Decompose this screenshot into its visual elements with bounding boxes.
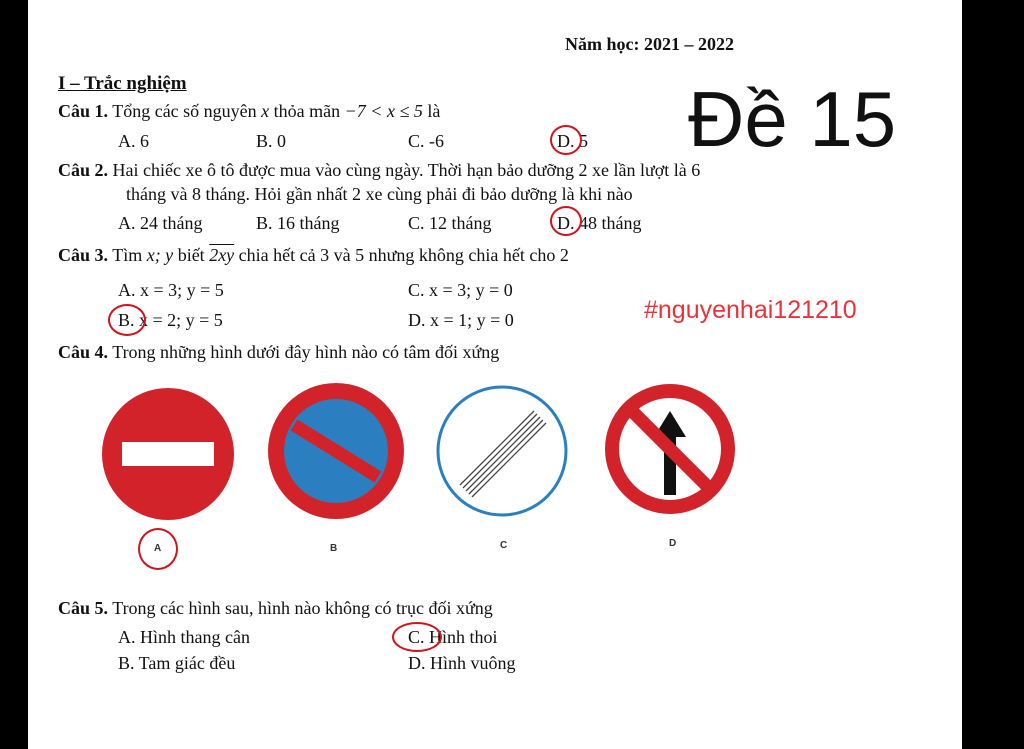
question-5 [58, 598, 493, 619]
q5-option-c: C. Hình thoi [408, 627, 498, 647]
school-year: Năm học: 2021 – 2022 [565, 34, 734, 54]
q5-text: Trong các hình sau, hình nào không có trục đối xứng [112, 598, 493, 618]
q2-option-c: C. 12 tháng [408, 213, 492, 233]
q3-label: Câu 3. [58, 245, 109, 265]
no-parking-sign-icon [266, 381, 406, 521]
question-3 [58, 245, 569, 266]
q1-text-c: là [427, 101, 441, 121]
q5-option-a: A. Hình thang cân [118, 627, 250, 647]
question-2 [58, 160, 700, 181]
q1-cond: −7 < x ≤ 5 [344, 101, 423, 121]
q5-label: Câu 5. [58, 598, 109, 618]
q1-text-b: thỏa mãn [273, 101, 341, 121]
exam-code: Đề 15 [688, 75, 897, 163]
q3-text-a: Tìm [112, 245, 143, 265]
q3-option-c: C. x = 3; y = 0 [408, 280, 513, 300]
section-title: I – Trắc nghiệm [58, 73, 187, 94]
q3-option-d: D. x = 1; y = 0 [408, 310, 514, 330]
answer-circle-q1 [550, 125, 582, 155]
q3-option-b: B. x = 2; y = 5 [118, 310, 223, 330]
q2-option-a: A. 24 tháng [118, 213, 203, 233]
q1-option-b: B. 0 [256, 131, 287, 151]
q4-text: Trong những hình dưới đây hình nào có tâm đối xứng [112, 342, 500, 362]
q1-option-d: D. 5 [557, 131, 588, 151]
q3-text-c: chia hết cả 3 và 5 nhưng không chia hết cho 2 [238, 245, 569, 265]
no-straight-ahead-sign-icon [602, 381, 738, 517]
question-4 [58, 342, 499, 363]
end-of-restrictions-sign-icon [434, 383, 570, 519]
q2-line2: tháng và 8 tháng. Hỏi gần nhất 2 xe cùng phải đi bảo dưỡng là khi nào [126, 184, 633, 204]
q3-vars: x; y [146, 245, 174, 265]
question-1 [58, 101, 440, 122]
q1-var: x [261, 101, 270, 121]
q2-label: Câu 2. [58, 160, 109, 180]
q2-line1: Hai chiếc xe ô tô được mua vào cùng ngày. Thời hạn bảo dưỡng 2 xe lần lượt là 6 [112, 160, 701, 180]
q3-option-a: A. x = 3; y = 5 [118, 280, 224, 300]
answer-circle-q3 [108, 304, 146, 336]
q1-option-c: C. -6 [408, 131, 444, 151]
answer-circle-q2 [550, 206, 582, 236]
q1-label: Câu 1. [58, 101, 109, 121]
answer-circle-q5 [392, 622, 442, 652]
sign-label-b: B [330, 543, 338, 554]
q5-option-d: D. Hình vuông [408, 653, 516, 673]
q3-text-b: biết [177, 245, 205, 265]
q2-option-d: D. 48 tháng [557, 213, 642, 233]
q2-option-b: B. 16 tháng [256, 213, 340, 233]
sign-label-a: A [154, 543, 162, 554]
q1-text-a: Tổng các số nguyên [112, 101, 257, 121]
q5-option-b: B. Tam giác đều [118, 653, 236, 673]
q3-number: 2xy [209, 245, 235, 265]
exam-page [28, 0, 962, 749]
no-entry-sign-icon [100, 386, 236, 522]
q1-option-a: A. 6 [118, 131, 149, 151]
answer-circle-q4 [138, 528, 178, 570]
sign-label-c: C [500, 540, 508, 551]
q4-label: Câu 4. [58, 342, 109, 362]
hashtag: #nguyenhai121210 [644, 296, 857, 324]
sign-label-d: D [669, 538, 677, 549]
